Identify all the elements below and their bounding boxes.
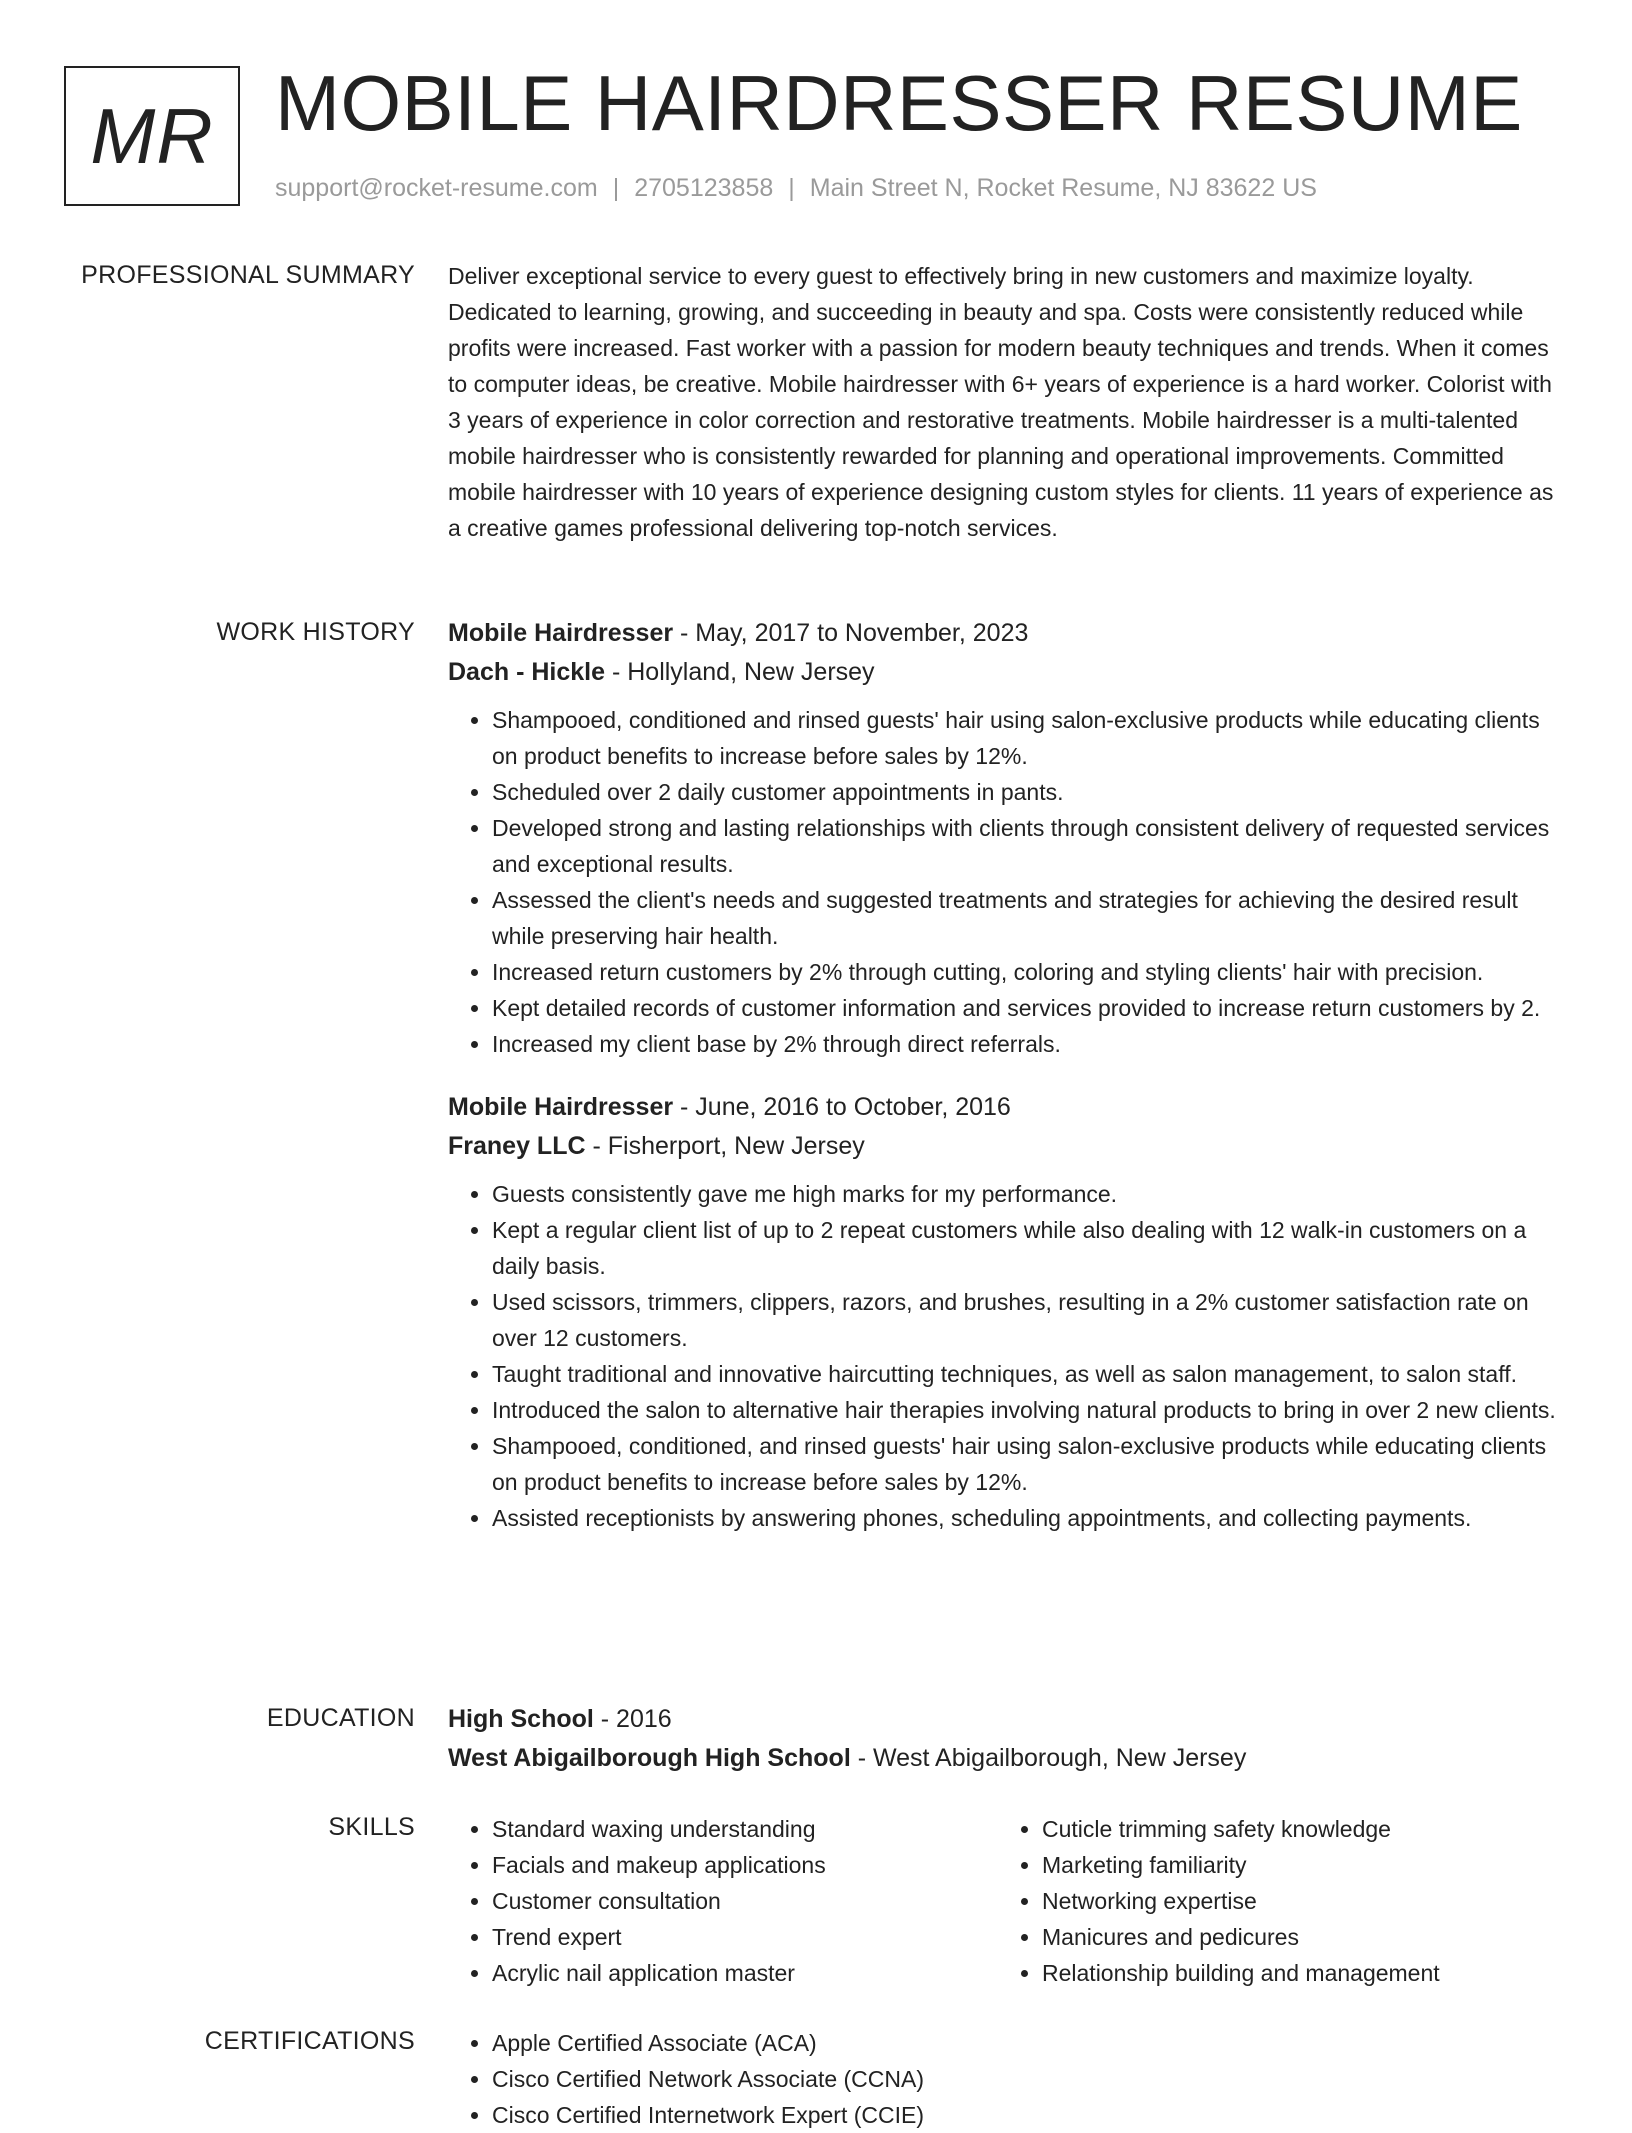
contact-email: support@rocket-resume.com (275, 174, 598, 202)
job-bullets (448, 702, 1568, 1062)
education-year: - 2016 (593, 1705, 672, 1733)
job-title: Mobile Hairdresser (448, 619, 674, 647)
skills-list-left (448, 1811, 998, 1991)
education-degree-line (448, 1700, 1568, 1739)
job-bullet: • Taught traditional and innovative haircutting techniques, as well as salon management, to salon staff. (492, 1356, 1568, 1392)
education-school-line (448, 1739, 1568, 1778)
job-bullet: • Developed strong and lasting relationships with clients through consistent delivery of requested services and exceptional results. (492, 810, 1568, 882)
section-label-education: EDUCATION (266, 1704, 415, 1732)
job-dates: - June, 2016 to October, 2016 (673, 1093, 1011, 1121)
job-bullet: • Kept detailed records of customer information and services provided to increase return customers by 2. (492, 990, 1568, 1026)
job-bullets (448, 1176, 1568, 1536)
job-bullet: • Kept a regular client list of up to 2 repeat customers while also dealing with 12 walk-in customers on a daily basis. (492, 1212, 1568, 1284)
job-company-line (448, 1127, 1568, 1166)
job-company: Dach - Hickle (448, 658, 606, 686)
job-bullet: • Shampooed, conditioned, and rinsed guests' hair using salon-exclusive products while educating clients on product benefits to increase before sales by 12%. (492, 1428, 1568, 1500)
job-title-line (448, 1088, 1568, 1127)
skill-item: • Cuticle trimming safety knowledge (1042, 1811, 1548, 1847)
job-bullet: • Guests consistently gave me high marks for my performance. (492, 1176, 1568, 1212)
job-bullet: • Introduced the salon to alternative hair therapies involving natural products to bring in over 2 new clients. (492, 1392, 1568, 1428)
job-dates: - May, 2017 to November, 2023 (673, 619, 1029, 647)
certification-item: • Cisco Certified Internetwork Expert (CCIE) (492, 2097, 1568, 2133)
skill-item: • Networking expertise (1042, 1883, 1548, 1919)
job-bullet: • Increased return customers by 2% through cutting, coloring and styling clients' hair with precision. (492, 954, 1568, 990)
education-body (448, 1700, 1568, 1778)
skills-body (448, 1811, 1568, 1991)
certifications-body (448, 2025, 1568, 2133)
section-label-skills: SKILLS (328, 1813, 415, 1841)
contact-phone: 2705123858 (634, 174, 774, 202)
summary-text: Deliver exceptional service to every guest to effectively bring in new customers and maximize loyalty. Dedicated to learning, growing, and succeeding in beauty and spa. Costs were consistently reduced while profits were increased. Fast worker with a passion for modern beauty techniques and trends. When it comes to computer ideas, be creative. Mobile hairdresser with 6+ years of experience is a hard worker. Colorist with 3 years of experience in color correction and restorative treatments. Mobile hairdresser is a multi-talented mobile hairdresser who is consistently rewarded for planning and operational improvements. Committed mobile hairdresser with 10 years of experience designing custom styles for clients. 11 years of experience as a creative games professional delivering top-notch services. (448, 263, 1554, 541)
skill-item: • Relationship building and management (1042, 1955, 1548, 1991)
job-location: - Hollyland, New Jersey (605, 658, 875, 686)
job-company: Franey LLC (448, 1132, 586, 1160)
skill-item: • Standard waxing understanding (492, 1811, 998, 1847)
job-title-line (448, 614, 1568, 653)
contact-address: Main Street N, Rocket Resume, NJ 83622 US (809, 174, 1317, 202)
contact-separator: | (788, 174, 795, 202)
work-history-body (448, 614, 1568, 1536)
monogram-logo: MR (64, 66, 240, 206)
skills-list-right (998, 1811, 1548, 1991)
skill-item: • Marketing familiarity (1042, 1847, 1548, 1883)
section-label-work-history: WORK HISTORY (216, 618, 415, 646)
education-location: - West Abigailborough, New Jersey (850, 1744, 1247, 1772)
skill-item: • Customer consultation (492, 1883, 998, 1919)
section-label-summary: PROFESSIONAL SUMMARY (81, 261, 415, 289)
education-degree: High School (448, 1705, 594, 1733)
resume-title: MOBILE HAIRDRESSER RESUME (275, 59, 1523, 147)
job-location: - Fisherport, New Jersey (585, 1132, 865, 1160)
certifications-list (448, 2025, 1568, 2133)
skill-item: • Facials and makeup applications (492, 1847, 998, 1883)
certification-item: • Cisco Certified Network Associate (CCNA) (492, 2061, 1568, 2097)
summary-body (448, 258, 1568, 546)
skill-item: • Trend expert (492, 1919, 998, 1955)
education-school: West Abigailborough High School (448, 1744, 851, 1772)
job-title: Mobile Hairdresser (448, 1093, 674, 1121)
job-bullet: • Used scissors, trimmers, clippers, razors, and brushes, resulting in a 2% customer satisfaction rate on over 12 customers. (492, 1284, 1568, 1356)
job-bullet: • Assessed the client's needs and suggested treatments and strategies for achieving the desired result while preserving hair health. (492, 882, 1568, 954)
job-bullet: • Shampooed, conditioned and rinsed guests' hair using salon-exclusive products while educating clients on product benefits to increase before sales by 12%. (492, 702, 1568, 774)
job-entry (448, 1088, 1568, 1536)
skills-columns (448, 1811, 1568, 1991)
section-label-certifications: CERTIFICATIONS (204, 2027, 415, 2055)
contact-line (275, 174, 1317, 203)
job-bullet: • Assisted receptionists by answering phones, scheduling appointments, and collecting payments. (492, 1500, 1568, 1536)
job-bullet: • Increased my client base by 2% through direct referrals. (492, 1026, 1568, 1062)
job-company-line (448, 653, 1568, 692)
skill-item: • Acrylic nail application master (492, 1955, 998, 1991)
job-entry (448, 614, 1568, 1062)
contact-separator: | (612, 174, 620, 202)
skill-item: • Manicures and pedicures (1042, 1919, 1548, 1955)
job-bullet: • Scheduled over 2 daily customer appointments in pants. (492, 774, 1568, 810)
certification-item: • Apple Certified Associate (ACA) (492, 2025, 1568, 2061)
